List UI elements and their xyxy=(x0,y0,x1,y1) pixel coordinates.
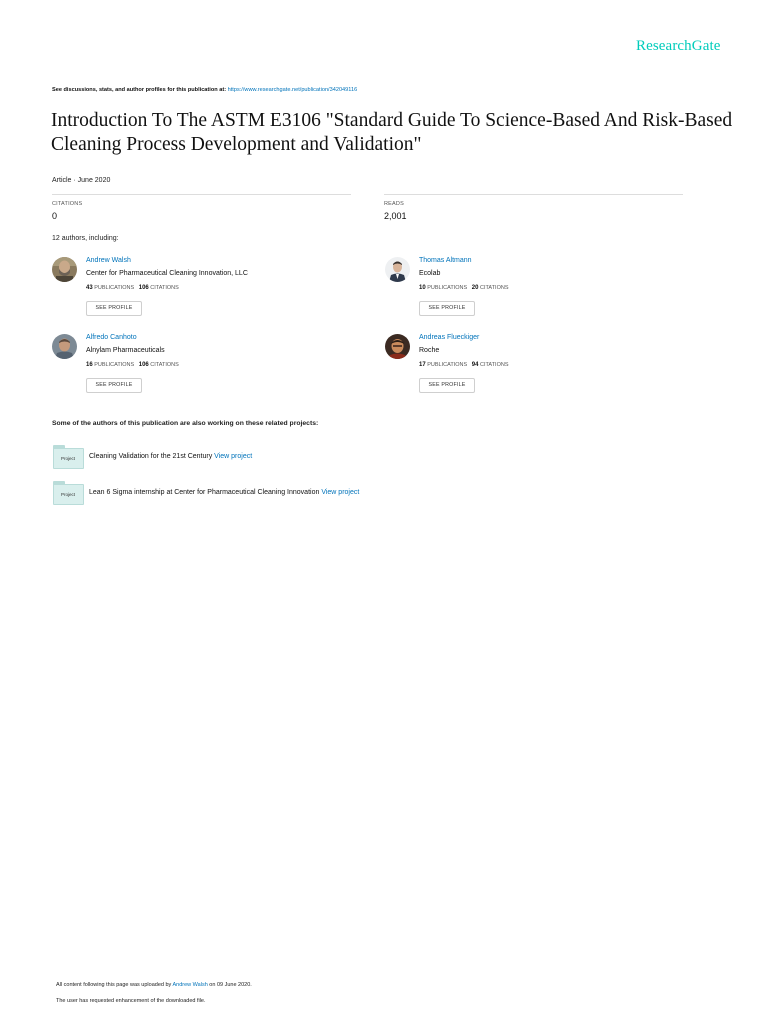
upload-suffix: on 09 June 2020. xyxy=(207,982,252,988)
reads-label: READS xyxy=(384,201,404,207)
author-institution: Roche xyxy=(419,347,440,354)
citations-label: CITATIONS xyxy=(52,201,83,207)
author-institution: Ecolab xyxy=(419,270,441,277)
author-name-link[interactable]: Alfredo Canhoto xyxy=(86,334,137,341)
see-profile-button[interactable]: SEE PROFILE xyxy=(86,301,142,316)
project-text xyxy=(89,489,359,496)
author-card xyxy=(52,257,372,327)
avatar[interactable] xyxy=(385,257,410,282)
folder-label: Project xyxy=(60,456,75,461)
publications-label: PUBLICATIONS xyxy=(94,362,135,368)
publications-label: PUBLICATIONS xyxy=(427,362,468,368)
citations-label: CITATIONS xyxy=(150,362,179,368)
upload-note xyxy=(56,982,252,988)
project-item xyxy=(53,481,653,507)
citations-value: 0 xyxy=(52,211,58,221)
see-profile-button[interactable]: SEE PROFILE xyxy=(419,301,475,316)
author-name-link[interactable]: Andreas Flueckiger xyxy=(419,334,480,341)
author-institution: Center for Pharmaceutical Cleaning Innovation, LLC xyxy=(86,270,248,277)
publications-count: 10 xyxy=(419,285,426,291)
view-project-link[interactable]: View project xyxy=(321,489,360,496)
folder-icon xyxy=(53,445,83,469)
author-stats xyxy=(86,362,179,368)
author-stats xyxy=(419,362,509,368)
project-text xyxy=(89,453,252,460)
enhancement-note: The user has requested enhancement of the downloaded file. xyxy=(56,998,206,1004)
author-name-link[interactable]: Thomas Altmann xyxy=(419,257,472,264)
discussion-text: See discussions, stats, and author profiles for this publication at: xyxy=(52,87,228,93)
author-card xyxy=(385,257,705,327)
discussion-line xyxy=(52,87,357,93)
citations-count: 106 xyxy=(138,285,149,291)
publications-count: 17 xyxy=(419,362,426,368)
citations-count: 94 xyxy=(471,362,479,368)
citations-label: CITATIONS xyxy=(479,285,509,291)
citations-divider xyxy=(52,194,351,195)
folder-icon xyxy=(53,481,83,505)
publication-url-link[interactable]: https://www.researchgate.net/publication/342049116 xyxy=(227,87,358,93)
citations-count: 20 xyxy=(471,285,479,291)
authors-heading: 12 authors, including: xyxy=(52,235,119,242)
publications-label: PUBLICATIONS xyxy=(94,285,135,291)
reads-value: 2,001 xyxy=(384,211,407,221)
project-title: Lean 6 Sigma internship at Center for Pharmaceutical Cleaning Innovation xyxy=(89,489,322,496)
citations-label: CITATIONS xyxy=(150,285,179,291)
citations-label: CITATIONS xyxy=(479,362,509,368)
avatar[interactable] xyxy=(385,334,410,359)
author-stats xyxy=(419,285,509,291)
avatar[interactable] xyxy=(52,257,77,282)
citations-count: 106 xyxy=(138,362,149,368)
uploader-link[interactable]: Andrew Walsh xyxy=(172,982,208,988)
publications-label: PUBLICATIONS xyxy=(427,285,468,291)
publications-count: 43 xyxy=(86,285,93,291)
folder-label: Project xyxy=(60,492,75,497)
author-institution: Alnylam Pharmaceuticals xyxy=(86,347,165,354)
author-stats xyxy=(86,285,179,291)
see-profile-button[interactable]: SEE PROFILE xyxy=(86,378,142,393)
reads-divider xyxy=(384,194,683,195)
article-meta: Article · June 2020 xyxy=(52,177,111,184)
publication-title: Introduction To The ASTM E3106 "Standard Guide To Science-Based And Risk-Based Cleaning Process Development and Validation" xyxy=(51,110,733,155)
project-item xyxy=(53,445,653,471)
project-title: Cleaning Validation for the 21st Century xyxy=(89,453,215,460)
view-project-link[interactable]: View project xyxy=(214,453,253,460)
publications-count: 16 xyxy=(86,362,93,368)
avatar[interactable] xyxy=(52,334,77,359)
projects-heading: Some of the authors of this publication are also working on these related projects: xyxy=(52,420,319,427)
author-name-link[interactable]: Andrew Walsh xyxy=(86,257,131,264)
author-card xyxy=(52,334,372,404)
researchgate-logo[interactable]: ResearchGate xyxy=(636,38,721,54)
see-profile-button[interactable]: SEE PROFILE xyxy=(419,378,475,393)
upload-prefix: All content following this page was uploaded by xyxy=(56,982,173,988)
author-card xyxy=(385,334,705,404)
